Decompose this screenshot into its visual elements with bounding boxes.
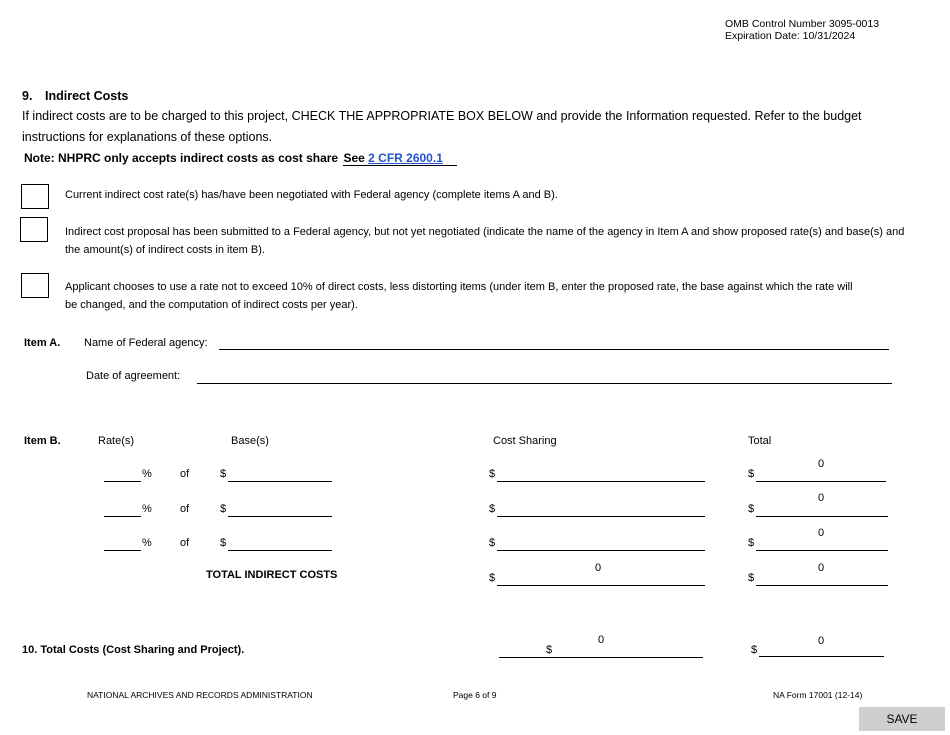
- footer-agency: NATIONAL ARCHIVES AND RECORDS ADMINISTRATION: [87, 690, 313, 700]
- cost-share-note: [24, 151, 443, 165]
- total-dollar-2: $: [748, 503, 755, 515]
- total-total-value: 0: [818, 562, 825, 574]
- base-dollar-2: $: [220, 503, 227, 515]
- total-value-3: 0: [818, 527, 825, 539]
- date-input[interactable]: [197, 383, 892, 384]
- section-10-total-value: 0: [818, 635, 825, 647]
- note-text: Note: NHPRC only accepts indirect costs as cost share: [24, 151, 339, 165]
- section-10-total-input[interactable]: [759, 656, 884, 657]
- total-column-header: Total: [748, 435, 772, 447]
- rate-input-3[interactable]: [104, 550, 141, 551]
- date-label: Date of agreement:: [86, 370, 181, 382]
- total-total-input[interactable]: [756, 585, 888, 586]
- cost-input-2[interactable]: [497, 516, 705, 517]
- base-input-1[interactable]: [228, 481, 332, 482]
- percent-sign-3: %: [142, 537, 152, 549]
- section-10-label: 10. Total Costs (Cost Sharing and Project).: [22, 644, 245, 656]
- total-input-1[interactable]: [756, 481, 886, 482]
- cost-input-1[interactable]: [497, 481, 705, 482]
- total-dollar-3: $: [748, 537, 755, 549]
- base-column-header: Base(s): [231, 435, 269, 447]
- total-value-1: 0: [818, 458, 825, 470]
- percent-sign-1: %: [142, 468, 152, 480]
- footer-page-number: Page 6 of 9: [453, 690, 497, 700]
- option-ten-percent-text: Applicant chooses to use a rate not to exceed 10% of direct costs, less distorting items (under item B, enter the proposed rate, the base against which the rate will be changed, and the computation of indirect costs per year).: [65, 281, 853, 311]
- rate-input-2[interactable]: [104, 516, 141, 517]
- see-text: See: [343, 151, 365, 165]
- agency-label: Name of Federal agency:: [84, 337, 208, 349]
- rate-column-header: Rate(s): [98, 435, 135, 447]
- section-9-number: 9.: [22, 89, 33, 103]
- base-input-2[interactable]: [228, 516, 332, 517]
- of-label-2: of: [180, 503, 190, 515]
- total-cost-dollar: $: [489, 572, 496, 584]
- cost-dollar-1: $: [489, 468, 496, 480]
- total-input-2[interactable]: [756, 516, 888, 517]
- note-underline: [343, 165, 457, 166]
- total-dollar-1: $: [748, 468, 755, 480]
- cost-dollar-2: $: [489, 503, 496, 515]
- total-total-dollar: $: [748, 572, 755, 584]
- total-input-3[interactable]: [756, 550, 888, 551]
- cost-input-3[interactable]: [497, 550, 705, 551]
- total-cost-sharing-value: 0: [595, 562, 602, 574]
- section-10-total-dollar: $: [751, 644, 758, 656]
- base-dollar-1: $: [220, 468, 227, 480]
- of-label-1: of: [180, 468, 190, 480]
- section-9-title: Indirect Costs: [45, 89, 129, 103]
- option-negotiated-checkbox[interactable]: [21, 184, 49, 209]
- omb-control-number: OMB Control Number 3095-0013: [725, 18, 880, 30]
- option-negotiated-text: Current indirect cost rate(s) has/have been negotiated with Federal agency (complete items A and B).: [65, 189, 558, 201]
- save-button[interactable]: SAVE: [859, 707, 945, 731]
- section-10-cost-dollar: $: [546, 644, 553, 656]
- agency-input[interactable]: [219, 349, 889, 350]
- percent-sign-2: %: [142, 503, 152, 515]
- cost-dollar-3: $: [489, 537, 496, 549]
- cost-sharing-column-header: Cost Sharing: [493, 435, 557, 447]
- base-input-3[interactable]: [228, 550, 332, 551]
- total-indirect-costs-label: TOTAL INDIRECT COSTS: [206, 569, 338, 581]
- expiration-date: Expiration Date: 10/31/2024: [725, 30, 856, 42]
- option-proposal-text: Indirect cost proposal has been submitted to a Federal agency, but not yet negotiated (indicate the name of the agency in Item A and show proposed rate(s) and base(s) and the amount(s) of indirect costs in item B).: [65, 226, 905, 256]
- option-proposal-checkbox[interactable]: [20, 217, 48, 242]
- item-a-label: Item A.: [24, 337, 61, 349]
- section-10-cost-input[interactable]: [499, 657, 703, 658]
- cfr-link[interactable]: 2 CFR 2600.1: [368, 151, 443, 165]
- rate-input-1[interactable]: [104, 481, 141, 482]
- of-label-3: of: [180, 537, 190, 549]
- option-ten-percent-checkbox[interactable]: [21, 273, 49, 298]
- section-10-cost-value: 0: [598, 634, 605, 646]
- section-9-instructions: If indirect costs are to be charged to this project, CHECK THE APPROPRIATE BOX BELOW and provide the Information requested. Refer to the budget instructions for explanations of these options.: [22, 109, 862, 144]
- total-value-2: 0: [818, 492, 825, 504]
- footer-form-number: NA Form 17001 (12-14): [773, 690, 863, 700]
- base-dollar-3: $: [220, 537, 227, 549]
- total-cost-sharing-input[interactable]: [497, 585, 705, 586]
- item-b-label: Item B.: [24, 435, 61, 447]
